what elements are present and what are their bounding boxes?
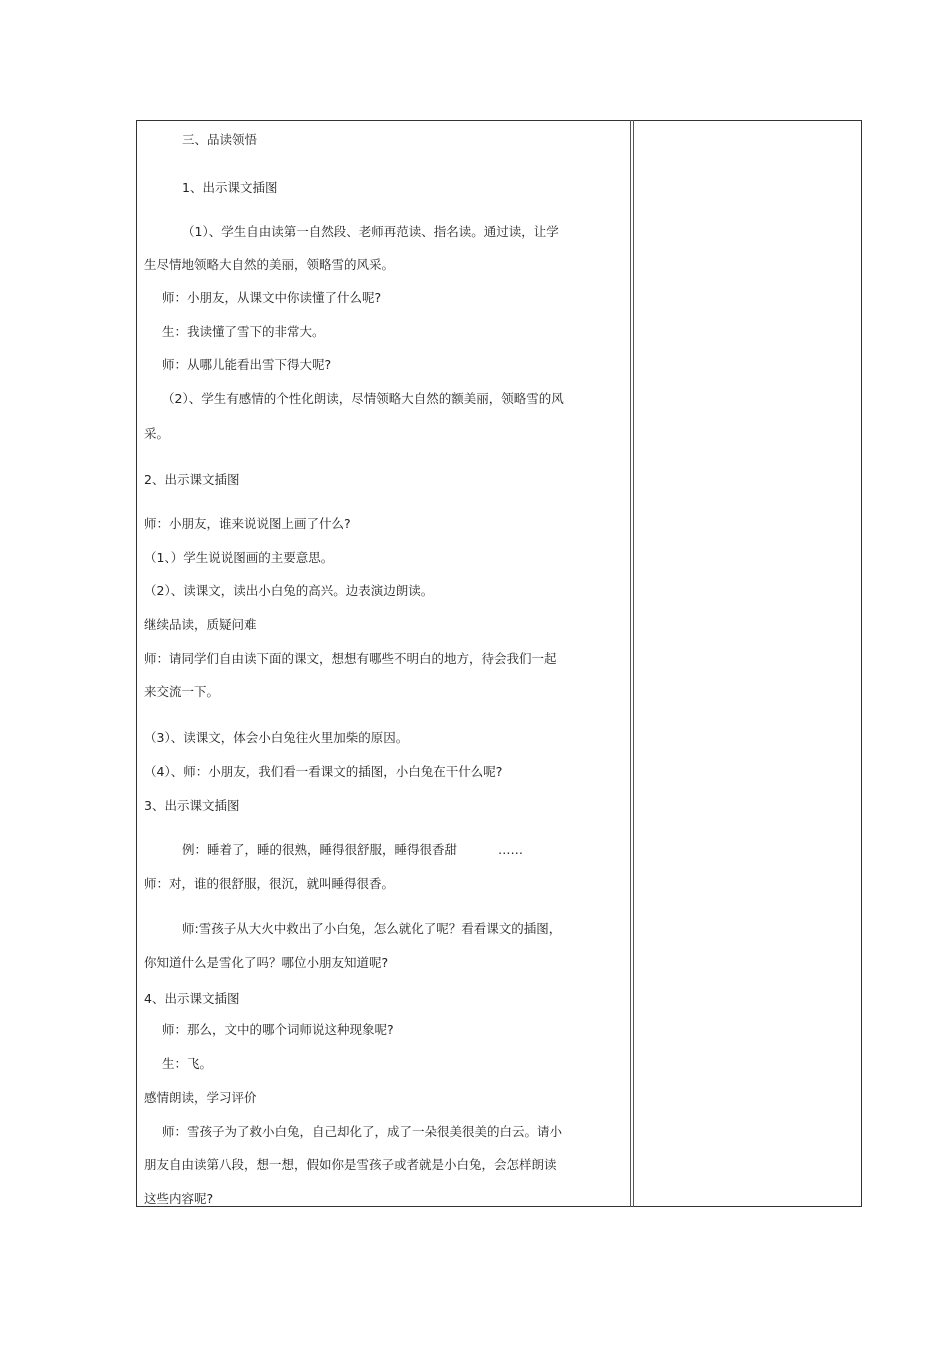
paragraph-line: （2）、读课文，读出小白兔的高兴。边表演边朗读。 (144, 583, 434, 598)
dialogue-line: 师：雪孩子为了救小白兔，自己却化了，成了一朵很美很美的白云。请小 (162, 1124, 563, 1139)
dialogue-line: 生：飞。 (162, 1056, 213, 1071)
subsection-heading: 继续品读，质疑问难 (144, 617, 257, 632)
subsection-heading: 感情朗读，学习评价 (144, 1090, 257, 1105)
dialogue-line: 师：从哪儿能看出雪下得大呢? (162, 357, 332, 372)
dialogue-line: 师:雪孩子从大火中救出了小白兔，怎么就化了呢？看看课文的插图， (182, 921, 562, 936)
paragraph-line: 朋友自由读第八段，想一想，假如你是雪孩子或者就是小白兔，会怎样朗读 (144, 1157, 557, 1172)
paragraph-line: （2）、学生有感情的个性化朗读，尽情领略大自然的额美丽，领略雪的风 (162, 391, 564, 406)
paragraph-line: 来交流一下。 (144, 684, 220, 699)
paragraph-line: 你知道什么是雪化了吗？哪位小朋友知道呢? (144, 955, 389, 970)
example-line: 例：睡着了，睡的很熟，睡得很舒服，睡得很香甜 (182, 842, 458, 857)
column-divider (630, 120, 634, 1207)
dialogue-line: 生：我读懂了雪下的非常大。 (162, 324, 325, 339)
dialogue-line: 师：小朋友，谁来说说图上画了什么? (144, 516, 351, 531)
dialogue-line: 师：那么，文中的哪个词师说这种现象呢? (162, 1022, 394, 1037)
paragraph-line: 这些内容呢? (144, 1191, 214, 1206)
dialogue-line: 师：对，谁的很舒服，很沉，就叫睡得很香。 (144, 876, 395, 891)
dialogue-line: 师：小朋友，从课文中你读懂了什么呢? (162, 290, 382, 305)
paragraph-line: （4）、师：小朋友，我们看一看课文的插图，小白兔在干什么呢? (144, 764, 503, 779)
step-heading: 3、出示课文插图 (144, 798, 240, 813)
paragraph-line: 采。 (144, 426, 170, 441)
dialogue-line: 师：请同学们自由读下面的课文，想想有哪些不明白的地方，待会我们一起 (144, 651, 557, 666)
step-heading: 1、出示课文插图 (182, 180, 278, 195)
paragraph-line: （1）、学生自由读第一自然段、老师再范读、指名读。通过读，让学 (182, 224, 559, 239)
paragraph-line: 生尽情地领略大自然的美丽，领略雪的风采。 (144, 257, 395, 272)
step-heading: 2、出示课文插图 (144, 472, 240, 487)
ellipsis: …… (498, 842, 523, 857)
step-heading: 4、出示课文插图 (144, 991, 240, 1006)
section-heading: 三、品读领悟 (182, 132, 258, 147)
paragraph-line: （1、）学生说说图画的主要意思。 (144, 550, 334, 565)
paragraph-line: （3）、读课文，体会小白兔往火里加柴的原因。 (144, 730, 409, 745)
